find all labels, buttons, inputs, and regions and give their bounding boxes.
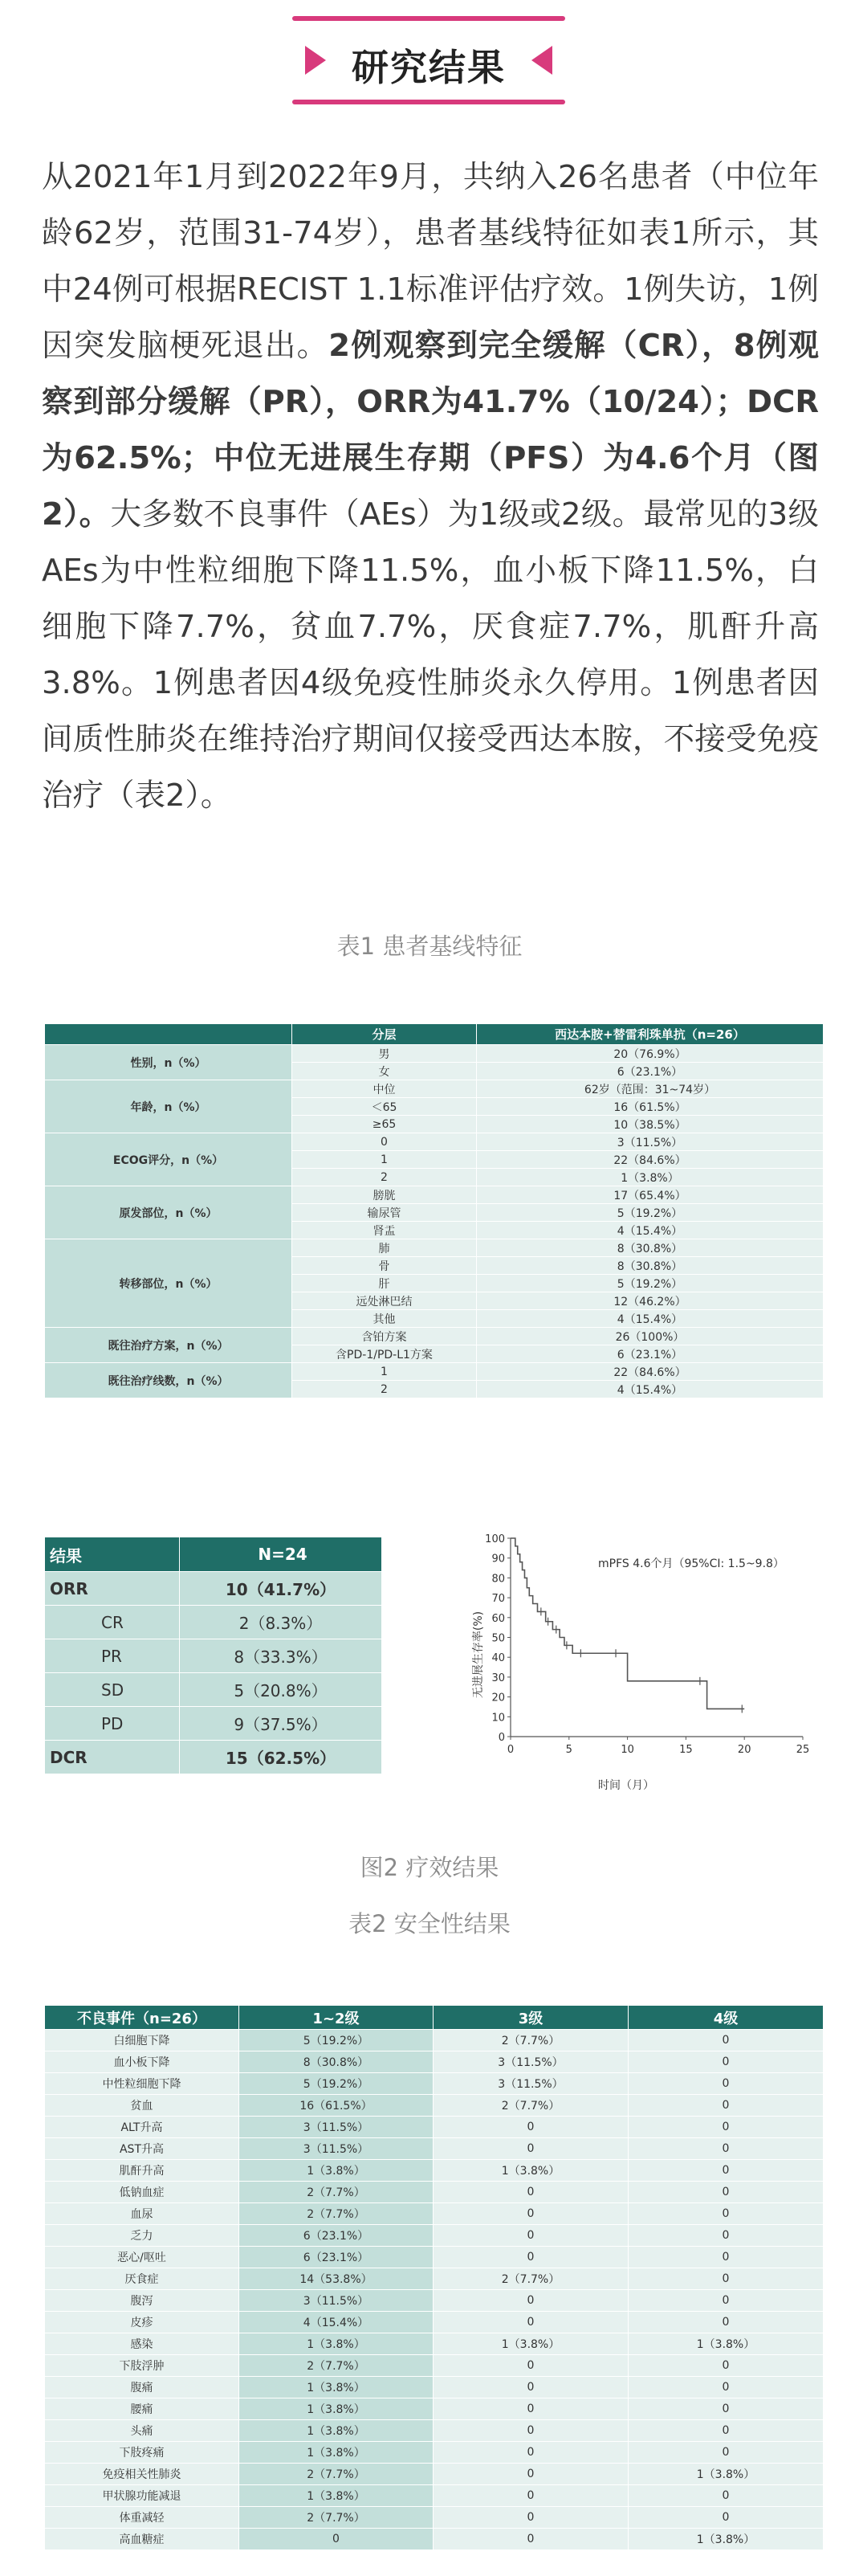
x-tick-label: 10 (621, 1744, 634, 1756)
table2-caption: 表2 安全性结果 (348, 1910, 511, 1937)
safety-table (44, 2005, 824, 2550)
stratum-cell: 0 (292, 1133, 477, 1151)
event-name-cell: 头痛 (45, 2420, 239, 2442)
event-name-cell: 乏力 (45, 2225, 239, 2247)
value-cell: 10（38.5%） (477, 1116, 824, 1133)
value-cell: 17（65.4%） (477, 1186, 824, 1204)
value-cell: 12（46.2%） (477, 1292, 824, 1310)
baseline-table-header (45, 1024, 824, 1045)
stratum-cell: 1 (292, 1151, 477, 1169)
section-title: 研究结果 (352, 46, 506, 89)
event-name-cell: 中性粒细胞下降 (45, 2073, 239, 2095)
event-name-cell: ALT升高 (45, 2117, 239, 2138)
result-value: 2（8.3%） (180, 1606, 382, 1639)
event-name-cell: 甲状腺功能减退 (45, 2485, 239, 2507)
pfs-chart (466, 1530, 835, 1795)
grade-cell: 1（3.8%） (434, 2333, 629, 2355)
grade-cell: 0 (434, 2138, 629, 2160)
grade-cell: 8（30.8%） (239, 2051, 434, 2073)
grade-cell: 0 (629, 2182, 824, 2203)
figure2-caption: 图2 疗效结果 (360, 1854, 499, 1881)
result-label: ORR (45, 1572, 180, 1606)
value-cell: 16（61.5%） (477, 1098, 824, 1116)
value-cell: 4（15.4%） (477, 1381, 824, 1398)
table-row (45, 2485, 824, 2507)
value-cell: 8（30.8%） (477, 1239, 824, 1257)
category-cell: 原发部位，n（%） (45, 1186, 292, 1239)
x-axis-label: 时间（月） (598, 1779, 654, 1792)
grade-cell: 0 (434, 2442, 629, 2464)
baseline-table (44, 1023, 824, 1398)
table-row (45, 2117, 824, 2138)
grade-cell: 0 (434, 2507, 629, 2529)
event-name-cell: 下肢疼痛 (45, 2442, 239, 2464)
category-cell: ECOG评分，n（%） (45, 1133, 292, 1186)
grade-cell: 0 (434, 2247, 629, 2268)
stratum-cell: 膀胱 (292, 1186, 477, 1204)
grade-cell: 3（11.5%） (239, 2117, 434, 2138)
paragraph-part-3: 大多数不良事件（AEs）为1级或2级。最常见的3级AEs为中性粒细胞下降11.5%，血小板下降11.5%，白细胞下降7.7%，贫血7.7%，厌食症7.7%，肌酐升高3.8%。1例患者因4级免疫性肺炎永久停用。1例患者因间质性肺炎在维持治疗期间仅接受西达本胺，不接受免疫治疗（表2）。 (42, 496, 819, 814)
grade-cell: 14（53.8%） (239, 2268, 434, 2290)
grade-cell: 16（61.5%） (239, 2095, 434, 2117)
stratum-cell: 中位 (292, 1080, 477, 1098)
results-paragraph (42, 149, 819, 824)
table-row (45, 1707, 382, 1741)
value-cell: 5（19.2%） (477, 1275, 824, 1292)
grade-cell: 0 (629, 2095, 824, 2117)
grade-cell: 0 (629, 2268, 824, 2290)
stratum-cell: 男 (292, 1045, 477, 1063)
safety-table-header (45, 2006, 824, 2030)
table-row (45, 2464, 824, 2485)
grade-cell: 3（11.5%） (239, 2138, 434, 2160)
grade-cell: 0 (629, 2225, 824, 2247)
event-name-cell: 白细胞下降 (45, 2030, 239, 2051)
value-cell: 3（11.5%） (477, 1133, 824, 1151)
grade-cell: 1（3.8%） (239, 2485, 434, 2507)
grade-cell: 1（3.8%） (629, 2529, 824, 2550)
grade-cell: 0 (629, 2117, 824, 2138)
event-name-cell: AST升高 (45, 2138, 239, 2160)
grade-cell: 0 (434, 2355, 629, 2377)
stratum-cell: 肾盂 (292, 1222, 477, 1239)
table-row (45, 2225, 824, 2247)
stratum-cell: 女 (292, 1063, 477, 1080)
x-tick-label: 20 (737, 1744, 751, 1756)
grade-cell: 0 (629, 2485, 824, 2507)
stratum-cell: ＜65 (292, 1098, 477, 1116)
y-tick-label: 100 (485, 1533, 505, 1545)
table-row (45, 2442, 824, 2464)
y-tick-label: 30 (491, 1672, 505, 1684)
grade-cell: 2（7.7%） (239, 2182, 434, 2203)
table-row (45, 1572, 382, 1606)
result-label: PD (45, 1707, 180, 1741)
value-cell: 22（84.6%） (477, 1363, 824, 1381)
event-name-cell: 血小板下降 (45, 2051, 239, 2073)
grade-cell: 0 (629, 2507, 824, 2529)
grade-cell: 1（3.8%） (239, 2398, 434, 2420)
y-tick-label: 70 (491, 1593, 505, 1606)
grade-cell: 2（7.7%） (239, 2464, 434, 2485)
grade-cell: 0 (434, 2398, 629, 2420)
efficacy-table (44, 1537, 382, 1774)
value-cell: 4（15.4%） (477, 1222, 824, 1239)
table-row (45, 2095, 824, 2117)
grade-cell: 0 (629, 2247, 824, 2268)
grade-cell: 1（3.8%） (629, 2464, 824, 2485)
table-row (45, 2203, 824, 2225)
header-cell: 分层 (292, 1024, 477, 1045)
category-cell: 转移部位，n（%） (45, 1239, 292, 1328)
event-name-cell: 贫血 (45, 2095, 239, 2117)
stratum-cell: 其他 (292, 1310, 477, 1328)
result-value: 8（33.3%） (180, 1639, 382, 1673)
y-tick-label: 60 (491, 1612, 505, 1625)
grade-cell: 0 (434, 2464, 629, 2485)
table-row (45, 1741, 382, 1774)
table-row (45, 1639, 382, 1673)
grade-cell: 0 (434, 2377, 629, 2398)
y-tick-label: 20 (491, 1692, 505, 1704)
value-cell: 20（76.9%） (477, 1045, 824, 1063)
event-name-cell: 腹痛 (45, 2377, 239, 2398)
result-value: 5（20.8%） (180, 1673, 382, 1707)
grade-cell: 2（7.7%） (239, 2203, 434, 2225)
category-cell: 既往治疗线数，n（%） (45, 1363, 292, 1398)
x-tick-label: 5 (565, 1744, 572, 1756)
grade-cell: 0 (629, 2203, 824, 2225)
grade-cell: 1（3.8%） (434, 2160, 629, 2182)
stratum-cell: 1 (292, 1363, 477, 1381)
header-top-line (292, 16, 565, 21)
stratum-cell: 骨 (292, 1257, 477, 1275)
stratum-cell: 肺 (292, 1239, 477, 1257)
grade-cell: 0 (629, 2377, 824, 2398)
stratum-cell: 2 (292, 1169, 477, 1186)
table-row (45, 2073, 824, 2095)
grade-cell: 0 (629, 2138, 824, 2160)
stratum-cell: 含PD-1/PD-L1方案 (292, 1345, 477, 1363)
triangle-left-icon (531, 46, 552, 75)
table-row (45, 2398, 824, 2420)
category-cell: 性别，n（%） (45, 1045, 292, 1080)
grade-cell: 2（7.7%） (434, 2030, 629, 2051)
header-cell: 4级 (629, 2006, 824, 2030)
table-row (45, 1045, 824, 1063)
grade-cell: 0 (629, 2051, 824, 2073)
y-tick-label: 90 (491, 1553, 505, 1566)
table-row (45, 1186, 824, 1204)
grade-cell: 1（3.8%） (239, 2442, 434, 2464)
value-cell: 5（19.2%） (477, 1204, 824, 1222)
grade-cell: 1（3.8%） (239, 2333, 434, 2355)
table-row (45, 1133, 824, 1151)
result-label: SD (45, 1673, 180, 1707)
stratum-cell: 远处淋巴结 (292, 1292, 477, 1310)
header-cell: 结果 (45, 1537, 180, 1572)
grade-cell: 0 (629, 2355, 824, 2377)
grade-cell: 2（7.7%） (239, 2507, 434, 2529)
value-cell: 1（3.8%） (477, 1169, 824, 1186)
value-cell: 6（23.1%） (477, 1345, 824, 1363)
grade-cell: 0 (629, 2160, 824, 2182)
result-value: 10（41.7%） (180, 1572, 382, 1606)
event-name-cell: 腰痛 (45, 2398, 239, 2420)
table-row (45, 2290, 824, 2312)
event-name-cell: 恶心/呕吐 (45, 2247, 239, 2268)
y-tick-label: 50 (491, 1632, 505, 1645)
category-cell: 既往治疗方案，n（%） (45, 1328, 292, 1363)
grade-cell: 2（7.7%） (434, 2268, 629, 2290)
grade-cell: 0 (629, 2312, 824, 2333)
table-row (45, 2138, 824, 2160)
header-cell: N=24 (180, 1537, 382, 1572)
efficacy-table-header (45, 1537, 382, 1572)
table-row (45, 2182, 824, 2203)
y-tick-label: 40 (491, 1652, 505, 1665)
event-name-cell: 腹泻 (45, 2290, 239, 2312)
event-name-cell: 厌食症 (45, 2268, 239, 2290)
grade-cell: 1（3.8%） (629, 2333, 824, 2355)
table-row (45, 2247, 824, 2268)
event-name-cell: 下肢浮肿 (45, 2355, 239, 2377)
header-cell: 1~2级 (239, 2006, 434, 2030)
y-axis-label: 无进展生存率(%) (472, 1611, 485, 1699)
grade-cell: 0 (629, 2030, 824, 2051)
header-cell: 不良事件（n=26） (45, 2006, 239, 2030)
event-name-cell: 皮疹 (45, 2312, 239, 2333)
grade-cell: 5（19.2%） (239, 2073, 434, 2095)
grade-cell: 2（7.7%） (239, 2355, 434, 2377)
grade-cell: 0 (629, 2073, 824, 2095)
table-row (45, 1328, 824, 1345)
table-row (45, 2312, 824, 2333)
grade-cell: 0 (629, 2290, 824, 2312)
grade-cell: 0 (434, 2529, 629, 2550)
header-cell (45, 1024, 292, 1045)
value-cell: 62岁（范围：31~74岁） (477, 1080, 824, 1098)
table-row (45, 2507, 824, 2529)
grade-cell: 3（11.5%） (434, 2073, 629, 2095)
table-row (45, 2529, 824, 2550)
value-cell: 4（15.4%） (477, 1310, 824, 1328)
chart-annotation: mPFS 4.6个月（95%CI: 1.5~9.8） (598, 1557, 784, 1570)
grade-cell: 1（3.8%） (239, 2377, 434, 2398)
grade-cell: 3（11.5%） (239, 2290, 434, 2312)
table-row (45, 1363, 824, 1381)
table-row (45, 2355, 824, 2377)
grade-cell: 3（11.5%） (434, 2051, 629, 2073)
table-row (45, 2268, 824, 2290)
table1-caption: 表1 患者基线特征 (336, 933, 523, 960)
table-row (45, 1673, 382, 1707)
grade-cell: 0 (434, 2225, 629, 2247)
grade-cell: 6（23.1%） (239, 2225, 434, 2247)
y-tick-label: 0 (498, 1732, 505, 1744)
grade-cell: 0 (239, 2529, 434, 2550)
category-cell: 年龄，n（%） (45, 1080, 292, 1133)
table-row (45, 2030, 824, 2051)
event-name-cell: 低钠血症 (45, 2182, 239, 2203)
stratum-cell: 含铂方案 (292, 1328, 477, 1345)
grade-cell: 0 (629, 2398, 824, 2420)
event-name-cell: 感染 (45, 2333, 239, 2355)
header-cell: 西达本胺+替雷利珠单抗（n=26） (477, 1024, 824, 1045)
header-cell: 3级 (434, 2006, 629, 2030)
result-label: CR (45, 1606, 180, 1639)
result-value: 15（62.5%） (180, 1741, 382, 1774)
table-row (45, 2160, 824, 2182)
paragraph-bold-part: 2例观察到完全缓解（CR），8例观察到部分缓解（PR），ORR为41.7%（10/24）；DCR为62.5%；中位无进展生存期（PFS）为4.6个月（图2）。 (42, 328, 819, 533)
y-tick-label: 10 (491, 1712, 505, 1725)
section-header (292, 16, 565, 104)
grade-cell: 4（15.4%） (239, 2312, 434, 2333)
y-tick-label: 80 (491, 1573, 505, 1586)
grade-cell: 0 (434, 2203, 629, 2225)
result-label: DCR (45, 1741, 180, 1774)
x-tick-label: 0 (507, 1744, 515, 1756)
value-cell: 22（84.6%） (477, 1151, 824, 1169)
value-cell: 8（30.8%） (477, 1257, 824, 1275)
value-cell: 26（100%） (477, 1328, 824, 1345)
table-row (45, 2333, 824, 2355)
grade-cell: 1（3.8%） (239, 2420, 434, 2442)
header-bottom-line (292, 100, 565, 104)
event-name-cell: 免疫相关性肺炎 (45, 2464, 239, 2485)
result-label: PR (45, 1639, 180, 1673)
event-name-cell: 肌酐升高 (45, 2160, 239, 2182)
grade-cell: 0 (629, 2442, 824, 2464)
result-value: 9（37.5%） (180, 1707, 382, 1741)
table-row (45, 1239, 824, 1257)
grade-cell: 0 (629, 2420, 824, 2442)
grade-cell: 6（23.1%） (239, 2247, 434, 2268)
grade-cell: 5（19.2%） (239, 2030, 434, 2051)
table-row (45, 2377, 824, 2398)
x-tick-label: 25 (796, 1744, 810, 1756)
value-cell: 6（23.1%） (477, 1063, 824, 1080)
event-name-cell: 血尿 (45, 2203, 239, 2225)
x-tick-label: 15 (679, 1744, 693, 1756)
stratum-cell: 2 (292, 1381, 477, 1398)
grade-cell: 0 (434, 2290, 629, 2312)
grade-cell: 0 (434, 2117, 629, 2138)
table-row (45, 1080, 824, 1098)
grade-cell: 0 (434, 2420, 629, 2442)
grade-cell: 0 (434, 2182, 629, 2203)
grade-cell: 0 (434, 2485, 629, 2507)
table-row (45, 2420, 824, 2442)
event-name-cell: 高血糖症 (45, 2529, 239, 2550)
stratum-cell: 肝 (292, 1275, 477, 1292)
grade-cell: 1（3.8%） (239, 2160, 434, 2182)
table-row (45, 2051, 824, 2073)
paragraph-part-1: 从2021年1月到2022年9月，共纳入26名患者（中位年龄62岁，范围31-74岁），患者基线特征如表1所示，其中24例可根据RECIST 1.1标准评估疗效。1例失访，1例因突发脑梗死退出。 (42, 159, 819, 364)
table-row (45, 1606, 382, 1639)
stratum-cell: ≥65 (292, 1116, 477, 1133)
grade-cell: 0 (434, 2312, 629, 2333)
event-name-cell: 体重减轻 (45, 2507, 239, 2529)
stratum-cell: 输尿管 (292, 1204, 477, 1222)
grade-cell: 2（7.7%） (434, 2095, 629, 2117)
